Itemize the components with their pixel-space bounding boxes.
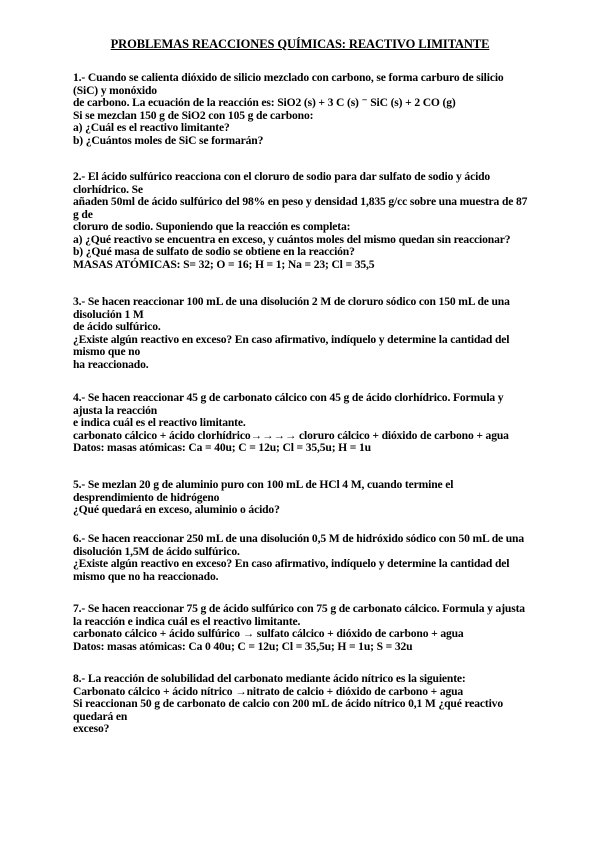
problem-line: carbonato cálcico + ácido sulfúrico → sulfato cálcico + dióxido de carbono + agua: [73, 627, 464, 640]
problem-5: [73, 479, 573, 517]
problem-line: MASAS ATÓMICAS: S= 32; O = 16; H = 1; Na = 23; Cl = 35,5: [73, 257, 375, 271]
problem-7: [73, 603, 573, 653]
problem-line: ¿Existe algún reactivo en exceso? En caso afirmativo, indíquelo y determine la cantidad del: [73, 332, 510, 346]
problem-line: Si reaccionan 50 g de carbonato de calcio con 200 mL de ácido nítrico 0,1 M ¿qué reactivo: [73, 697, 503, 710]
problem-line: mismo que no: [73, 345, 141, 358]
problem-line: desprendimiento de hidrógeno: [73, 490, 220, 504]
problem-2: [73, 171, 573, 271]
problem-line: clorhídrico. Se: [73, 182, 143, 196]
problem-line: b) ¿Qué masa de sulfato de sodio se obtiene en la reacción?: [73, 245, 355, 258]
problem-line: quedará en: [73, 709, 128, 723]
document-title: PROBLEMAS REACCIONES QUÍMICAS: REACTIVO LIMITANTE: [110, 37, 490, 51]
problem-line: ¿Existe algún reactivo en exceso? En caso afirmativo, indíquelo y determine la cantidad del: [73, 557, 510, 570]
problem-line: 2.- El ácido sulfúrico reacciona con el cloruro de sodio para dar sulfato de sodio y ácido: [73, 170, 491, 183]
problem-line: 7.- Se hacen reaccionar 75 g de ácido sulfúrico con 75 g de carbonato cálcico. Formula y ajusta: [73, 602, 525, 615]
problem-line: mismo que no ha reaccionado.: [73, 569, 219, 583]
problem-line: 5.- Se mezlan 20 g de aluminio puro con 100 mL de HCl 4 M, cuando termine el: [73, 478, 454, 491]
problem-line: disolución 1,5M de ácido sulfúrico.: [73, 544, 240, 558]
problem-line: carbonato cálcico + ácido clorhídrico→→→→ cloruro cálcico + dióxido de carbono + agua: [73, 428, 509, 442]
problem-line: 4.- Se hacen reaccionar 45 g de carbonato cálcico con 45 g de ácido clorhídrico. Formula y: [73, 391, 504, 404]
problem-line: ajusta la reacción: [73, 403, 158, 417]
problem-line: de ácido sulfúrico.: [73, 320, 161, 333]
problem-8: [73, 673, 573, 736]
problem-3: [73, 296, 573, 371]
problem-line: ¿Qué quedará en exceso, aluminio o ácido?: [73, 503, 280, 516]
problem-line: añaden 50ml de ácido sulfúrico del 98% en peso y densidad 1,835 g/cc sobre una muestra de 87: [73, 195, 528, 208]
problem-line: disolución 1 M: [73, 307, 144, 321]
problem-line: Datos: masas atómicas: Ca 0 40u; C = 12u; Cl = 35,5u; H = 1u; S = 32u: [73, 639, 413, 653]
problem-line: (SiC) y monóxido: [73, 83, 157, 97]
problem-line: Si se mezclan 150 g de SiO2 con 105 g de carbono:: [73, 108, 314, 122]
problem-line: Datos: masas atómicas: Ca = 40u; C = 12u; Cl = 35,5u; H = 1u: [73, 441, 371, 454]
problem-line: a) ¿Cuál es el reactivo limitante?: [73, 121, 230, 134]
problem-line: e indica cuál es el reactivo limitante.: [73, 416, 246, 429]
problem-line: 3.- Se hacen reaccionar 100 mL de una disolución 2 M de cloruro sódico con 150 mL de una: [73, 295, 510, 308]
problem-line: de carbono. La ecuación de la reacción es: SiO2 (s) + 3 C (s) ⁻ SiC (s) + 2 CO (g): [73, 96, 456, 109]
problem-line: Carbonato cálcico + ácido nítrico →nitrato de calcio + dióxido de carbono + agua: [73, 684, 464, 698]
problem-line: ha reaccionado.: [73, 357, 149, 371]
problem-line: 8.- La reacción de solubilidad del carbonato mediante ácido nítrico es la siguiente:: [73, 672, 466, 685]
problem-line: g de: [73, 207, 93, 221]
problem-line: a) ¿Qué reactivo se encuentra en exceso, y cuántos moles del mismo quedan sin reaccionar?: [73, 232, 511, 246]
problem-1: [73, 72, 573, 147]
problem-line: 1.- Cuando se calienta dióxido de silicio mezclado con carbono, se forma carburo de silicio: [73, 71, 504, 84]
problem-4: [73, 392, 573, 455]
problem-6: [73, 533, 573, 583]
problem-line: b) ¿Cuántos moles de SiC se formarán?: [73, 133, 264, 147]
problem-line: la reacción e indica cuál es el reactivo limitante.: [73, 614, 301, 628]
problem-line: exceso?: [73, 722, 110, 735]
problem-line: 6.- Se hacen reaccionar 250 mL de una disolución 0,5 M de hidróxido sódico con 50 mL de una: [73, 532, 525, 545]
problem-line: cloruro de sodio. Suponiendo que la reacción es completa:: [73, 220, 351, 233]
